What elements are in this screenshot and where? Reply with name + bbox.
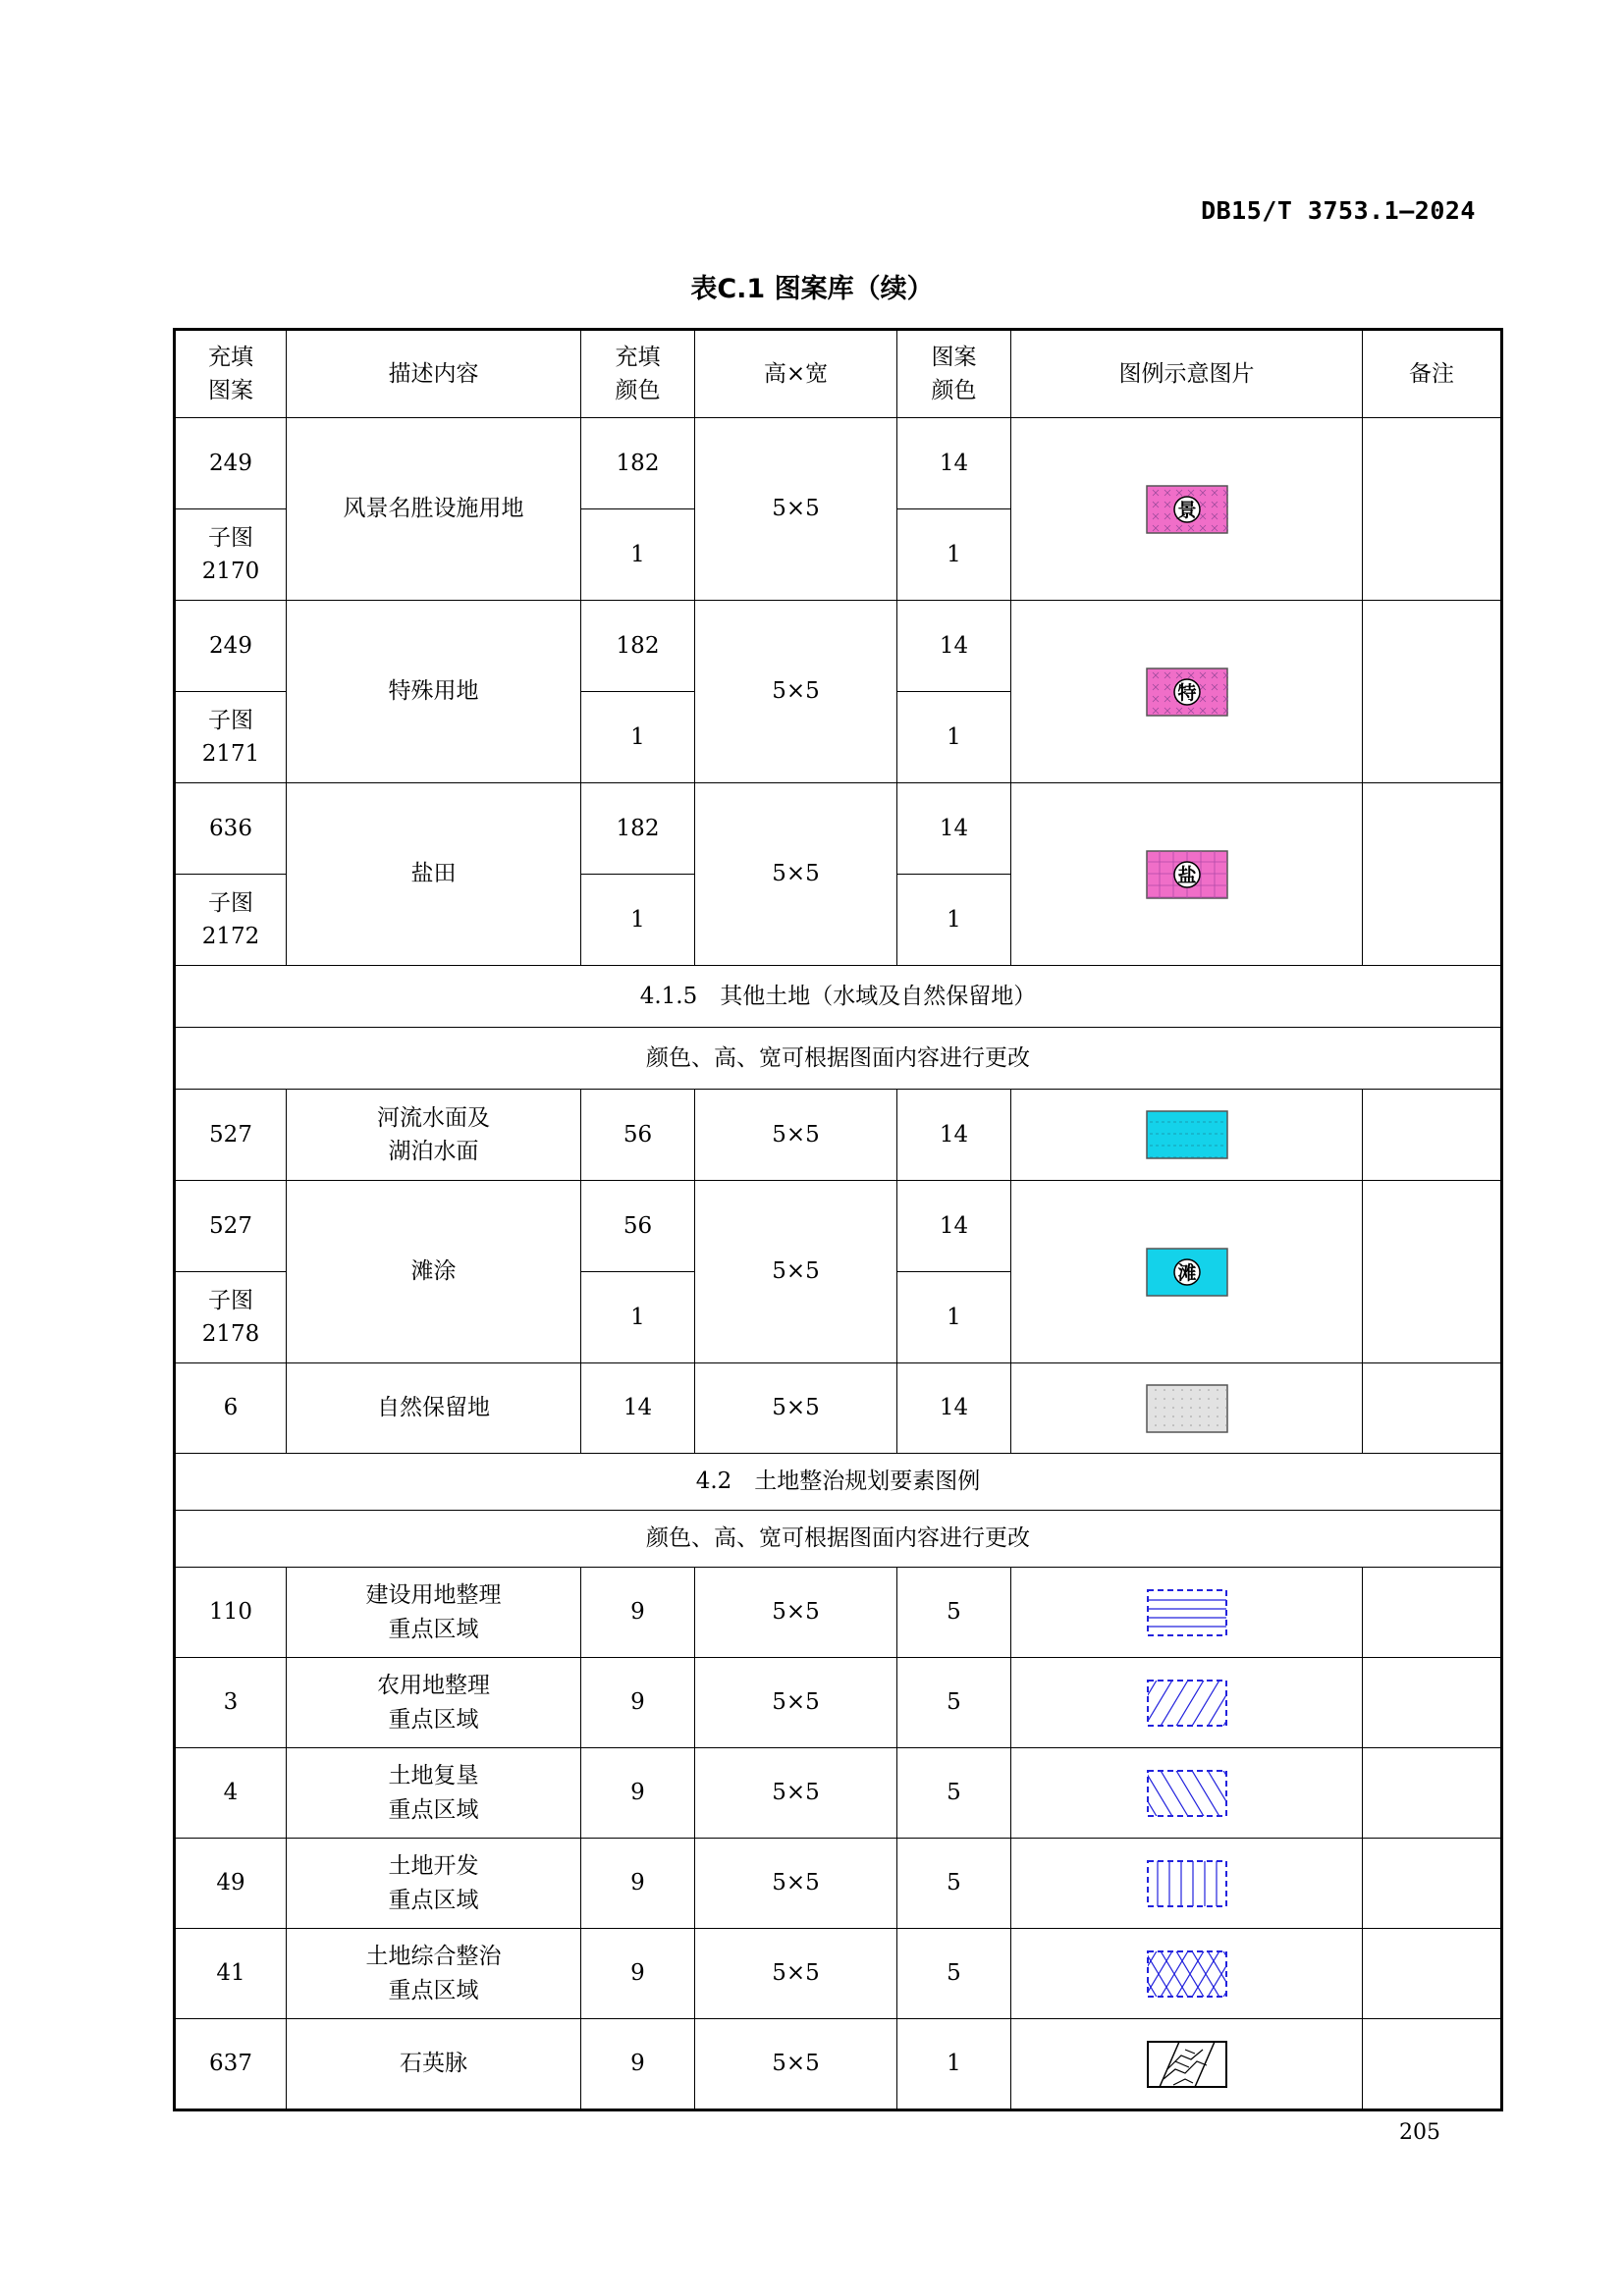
legend-horizontal-lines-icon bbox=[1146, 1588, 1228, 1637]
column-header-text: 图案 颜色 bbox=[931, 344, 977, 403]
remarks-cell bbox=[1363, 1568, 1502, 1658]
section-heading-cell-text: 4.2 土地整治规划要素图例 bbox=[695, 1468, 981, 1495]
size-cell bbox=[695, 1568, 897, 1658]
size-cell-text: 5×5 bbox=[772, 496, 820, 522]
legend-image-cell bbox=[1011, 783, 1363, 966]
description-cell-text: 土地复垦 重点区域 bbox=[388, 1763, 479, 1823]
pattern-color-cell-text: 1 bbox=[947, 2051, 961, 2077]
fill-color-cell-text: 9 bbox=[630, 1960, 645, 1987]
description-cell-text: 石英脉 bbox=[400, 2051, 467, 2077]
description-cell bbox=[287, 1181, 581, 1363]
size-cell-text: 5×5 bbox=[772, 1960, 820, 1987]
pattern-cell bbox=[175, 1181, 287, 1272]
page-number: 205 bbox=[1399, 2120, 1440, 2145]
pattern-color-cell bbox=[897, 1658, 1011, 1748]
size-cell-text: 5×5 bbox=[772, 1689, 820, 1716]
pattern-cell bbox=[175, 1363, 287, 1454]
pattern-color-cell bbox=[897, 1181, 1011, 1272]
section-row bbox=[175, 1028, 1502, 1090]
pattern-color-cell-text: 14 bbox=[939, 1121, 969, 1148]
column-header bbox=[1363, 330, 1502, 418]
fill-color-cell-text: 9 bbox=[630, 2051, 645, 2077]
size-cell bbox=[695, 418, 897, 601]
table-row bbox=[175, 601, 1502, 692]
size-cell bbox=[695, 1090, 897, 1181]
fill-color-cell-text: 1 bbox=[630, 723, 645, 750]
size-cell bbox=[695, 783, 897, 966]
fill-color-cell bbox=[581, 1181, 695, 1272]
fill-color-cell-text: 9 bbox=[630, 1870, 645, 1896]
pattern-color-cell bbox=[897, 1363, 1011, 1454]
column-header bbox=[1011, 330, 1363, 418]
document-code: DB15/T 3753.1—2024 bbox=[1201, 196, 1476, 225]
pattern-cell-text: 4 bbox=[223, 1780, 239, 1806]
column-header bbox=[581, 330, 695, 418]
description-cell-text: 风景名胜设施用地 bbox=[343, 496, 524, 522]
pattern-cell bbox=[175, 601, 287, 692]
pattern-table bbox=[173, 328, 1503, 2111]
column-header-text: 图例示意图片 bbox=[1118, 360, 1255, 387]
fill-color-cell bbox=[581, 1839, 695, 1929]
fill-color-cell bbox=[581, 1272, 695, 1363]
pattern-color-cell bbox=[897, 692, 1011, 783]
section-note-cell bbox=[175, 1028, 1502, 1090]
size-cell bbox=[695, 1658, 897, 1748]
column-header-text: 备注 bbox=[1409, 360, 1454, 387]
description-cell-text: 特殊用地 bbox=[388, 678, 479, 705]
size-cell bbox=[695, 1748, 897, 1839]
table-body bbox=[175, 330, 1502, 2110]
size-cell-text: 5×5 bbox=[772, 678, 820, 705]
section-note-cell bbox=[175, 1511, 1502, 1568]
description-cell-text: 土地综合整治 重点区域 bbox=[365, 1944, 502, 2003]
legend-x-pattern-icon bbox=[1146, 667, 1228, 717]
legend-quartz-vein-icon bbox=[1146, 2040, 1228, 2089]
pattern-cell-text: 6 bbox=[223, 1395, 239, 1421]
column-header-text: 高×宽 bbox=[763, 360, 829, 387]
legend-image-cell bbox=[1011, 1748, 1363, 1839]
pattern-color-cell bbox=[897, 1272, 1011, 1363]
table-row bbox=[175, 1181, 1502, 1272]
size-cell-text: 5×5 bbox=[772, 1870, 820, 1896]
pattern-color-cell bbox=[897, 418, 1011, 509]
table-row bbox=[175, 1568, 1502, 1658]
legend-image-cell bbox=[1011, 1363, 1363, 1454]
description-cell bbox=[287, 783, 581, 966]
pattern-color-cell bbox=[897, 1090, 1011, 1181]
legend-dash-pattern-icon bbox=[1146, 1110, 1228, 1159]
pattern-color-cell-text: 14 bbox=[939, 815, 969, 841]
size-cell-text: 5×5 bbox=[772, 1121, 820, 1148]
legend-image-cell bbox=[1011, 1181, 1363, 1363]
description-cell bbox=[287, 1568, 581, 1658]
pattern-cell-text: 249 bbox=[209, 632, 252, 659]
size-cell bbox=[695, 1839, 897, 1929]
legend-diagonal-back-icon bbox=[1146, 1769, 1228, 1818]
pattern-cell-text: 527 bbox=[209, 1121, 252, 1148]
remarks-cell bbox=[1363, 601, 1502, 783]
column-header-text: 描述内容 bbox=[388, 360, 479, 387]
size-cell-text: 5×5 bbox=[772, 2051, 820, 2077]
legend-badge-text: 滩 bbox=[1176, 1261, 1197, 1284]
section-heading-cell-text: 4.1.5 其他土地（水域及自然保留地） bbox=[639, 983, 1037, 1009]
pattern-cell bbox=[175, 692, 287, 783]
pattern-color-cell bbox=[897, 1568, 1011, 1658]
column-header bbox=[897, 330, 1011, 418]
pattern-cell-text: 49 bbox=[216, 1870, 245, 1896]
remarks-cell bbox=[1363, 1090, 1502, 1181]
size-cell-text: 5×5 bbox=[772, 1599, 820, 1626]
legend-x-pattern-icon bbox=[1146, 485, 1228, 534]
pattern-cell-text: 637 bbox=[209, 2051, 252, 2077]
pattern-color-cell-text: 5 bbox=[947, 1960, 961, 1987]
fill-color-cell bbox=[581, 1929, 695, 2019]
legend-diagonal-forward-icon bbox=[1146, 1679, 1228, 1728]
pattern-cell bbox=[175, 509, 287, 601]
table-row bbox=[175, 1090, 1502, 1181]
pattern-color-cell-text: 5 bbox=[947, 1780, 961, 1806]
section-row bbox=[175, 1454, 1502, 1511]
pattern-cell-text: 41 bbox=[216, 1960, 245, 1987]
section-note-cell-text: 颜色、高、宽可根据图面内容进行更改 bbox=[646, 1044, 1030, 1071]
remarks-cell bbox=[1363, 2019, 1502, 2110]
pattern-cell-text: 110 bbox=[209, 1599, 252, 1626]
description-cell-text: 自然保留地 bbox=[377, 1395, 490, 1421]
table-row bbox=[175, 1748, 1502, 1839]
description-cell bbox=[287, 1363, 581, 1454]
description-cell bbox=[287, 2019, 581, 2110]
fill-color-cell bbox=[581, 875, 695, 966]
remarks-cell bbox=[1363, 1929, 1502, 2019]
column-header-text: 充填 图案 bbox=[208, 344, 253, 403]
size-cell bbox=[695, 1929, 897, 2019]
column-header-text: 充填 颜色 bbox=[615, 344, 661, 403]
fill-color-cell bbox=[581, 1568, 695, 1658]
pattern-cell-text: 527 bbox=[209, 1212, 252, 1239]
pattern-color-cell-text: 5 bbox=[947, 1689, 961, 1716]
fill-color-cell bbox=[581, 1363, 695, 1454]
description-cell-text: 滩涂 bbox=[410, 1258, 457, 1285]
pattern-color-cell-text: 14 bbox=[939, 1395, 969, 1421]
pattern-color-cell-text: 14 bbox=[939, 1212, 969, 1239]
fill-color-cell bbox=[581, 418, 695, 509]
fill-color-cell-text: 9 bbox=[630, 1780, 645, 1806]
fill-color-cell bbox=[581, 783, 695, 875]
fill-color-cell bbox=[581, 1658, 695, 1748]
legend-image-cell bbox=[1011, 1929, 1363, 2019]
pattern-color-cell-text: 14 bbox=[939, 450, 969, 476]
section-row bbox=[175, 966, 1502, 1028]
table-row bbox=[175, 1839, 1502, 1929]
remarks-cell bbox=[1363, 1839, 1502, 1929]
pattern-color-cell bbox=[897, 601, 1011, 692]
legend-image-cell bbox=[1011, 601, 1363, 783]
fill-color-cell-text: 182 bbox=[616, 450, 660, 476]
size-cell-text: 5×5 bbox=[772, 1258, 820, 1285]
header-row bbox=[175, 330, 1502, 418]
pattern-color-cell-text: 1 bbox=[947, 723, 961, 750]
legend-badge-icon bbox=[1146, 1248, 1228, 1297]
section-heading-cell bbox=[175, 966, 1502, 1028]
pattern-color-cell-text: 1 bbox=[947, 541, 961, 567]
legend-image-cell bbox=[1011, 2019, 1363, 2110]
remarks-cell bbox=[1363, 418, 1502, 601]
pattern-cell bbox=[175, 1839, 287, 1929]
remarks-cell bbox=[1363, 1181, 1502, 1363]
pattern-cell bbox=[175, 1748, 287, 1839]
fill-color-cell-text: 1 bbox=[630, 541, 645, 567]
pattern-color-cell bbox=[897, 1748, 1011, 1839]
pattern-cell bbox=[175, 783, 287, 875]
remarks-cell bbox=[1363, 783, 1502, 966]
pattern-cell bbox=[175, 418, 287, 509]
pattern-color-cell-text: 5 bbox=[947, 1870, 961, 1896]
fill-color-cell-text: 56 bbox=[623, 1121, 653, 1148]
section-row bbox=[175, 1511, 1502, 1568]
description-cell-text: 盐田 bbox=[410, 861, 457, 887]
table-row bbox=[175, 1658, 1502, 1748]
fill-color-cell-text: 14 bbox=[623, 1395, 653, 1421]
size-cell bbox=[695, 1181, 897, 1363]
pattern-cell-text: 249 bbox=[209, 450, 252, 476]
column-header bbox=[695, 330, 897, 418]
size-cell bbox=[695, 1363, 897, 1454]
pattern-color-cell-text: 1 bbox=[947, 1304, 961, 1330]
table-row bbox=[175, 2019, 1502, 2110]
pattern-cell bbox=[175, 1658, 287, 1748]
remarks-cell bbox=[1363, 1748, 1502, 1839]
fill-color-cell-text: 182 bbox=[616, 815, 660, 841]
legend-badge-text: 景 bbox=[1176, 499, 1197, 521]
pattern-color-cell bbox=[897, 875, 1011, 966]
fill-color-cell-text: 9 bbox=[630, 1689, 645, 1716]
description-cell bbox=[287, 601, 581, 783]
fill-color-cell bbox=[581, 692, 695, 783]
remarks-cell bbox=[1363, 1658, 1502, 1748]
legend-image-cell bbox=[1011, 1568, 1363, 1658]
fill-color-cell bbox=[581, 2019, 695, 2110]
table-row bbox=[175, 1929, 1502, 2019]
description-cell-text: 建设用地整理 重点区域 bbox=[365, 1582, 502, 1642]
fill-color-cell-text: 56 bbox=[623, 1212, 653, 1239]
size-cell bbox=[695, 601, 897, 783]
pattern-cell-text: 子图 2178 bbox=[201, 1287, 260, 1347]
pattern-cell bbox=[175, 2019, 287, 2110]
pattern-cell-text: 子图 2170 bbox=[201, 524, 260, 584]
pattern-color-cell bbox=[897, 1839, 1011, 1929]
pattern-cell-text: 子图 2172 bbox=[201, 889, 260, 949]
size-cell-text: 5×5 bbox=[772, 1395, 820, 1421]
table-row bbox=[175, 1363, 1502, 1454]
pattern-color-cell bbox=[897, 1929, 1011, 2019]
pattern-cell bbox=[175, 875, 287, 966]
legend-image-cell bbox=[1011, 1090, 1363, 1181]
description-cell bbox=[287, 1748, 581, 1839]
fill-color-cell bbox=[581, 509, 695, 601]
remarks-cell bbox=[1363, 1363, 1502, 1454]
section-heading-cell bbox=[175, 1454, 1502, 1511]
description-cell bbox=[287, 418, 581, 601]
table-title: 表C.1 图案库（续） bbox=[690, 274, 934, 304]
legend-badge-text: 特 bbox=[1176, 681, 1197, 704]
size-cell-text: 5×5 bbox=[772, 1780, 820, 1806]
legend-dot-pattern-icon bbox=[1146, 1384, 1228, 1433]
pattern-color-cell-text: 5 bbox=[947, 1599, 961, 1626]
description-cell bbox=[287, 1090, 581, 1181]
fill-color-cell bbox=[581, 601, 695, 692]
column-header bbox=[287, 330, 581, 418]
size-cell bbox=[695, 2019, 897, 2110]
legend-image-cell bbox=[1011, 418, 1363, 601]
pattern-cell-text: 3 bbox=[223, 1689, 239, 1716]
fill-color-cell-text: 1 bbox=[630, 906, 645, 933]
description-cell bbox=[287, 1658, 581, 1748]
fill-color-cell-text: 9 bbox=[630, 1599, 645, 1626]
legend-image-cell bbox=[1011, 1839, 1363, 1929]
fill-color-cell-text: 182 bbox=[616, 632, 660, 659]
column-header bbox=[175, 330, 287, 418]
fill-color-cell-text: 1 bbox=[630, 1304, 645, 1330]
section-note-cell-text: 颜色、高、宽可根据图面内容进行更改 bbox=[646, 1525, 1030, 1552]
pattern-color-cell bbox=[897, 2019, 1011, 2110]
fill-color-cell bbox=[581, 1748, 695, 1839]
legend-grid-pattern-icon bbox=[1146, 850, 1228, 899]
pattern-color-cell bbox=[897, 783, 1011, 875]
size-cell-text: 5×5 bbox=[772, 861, 820, 887]
legend-image-cell bbox=[1011, 1658, 1363, 1748]
table-row bbox=[175, 418, 1502, 509]
description-cell bbox=[287, 1929, 581, 2019]
pattern-cell bbox=[175, 1272, 287, 1363]
description-cell bbox=[287, 1839, 581, 1929]
pattern-color-cell-text: 1 bbox=[947, 906, 961, 933]
legend-badge-text: 盐 bbox=[1176, 864, 1197, 886]
table-row bbox=[175, 783, 1502, 875]
pattern-color-cell-text: 14 bbox=[939, 632, 969, 659]
pattern-color-cell bbox=[897, 509, 1011, 601]
pattern-cell bbox=[175, 1929, 287, 2019]
description-cell-text: 土地开发 重点区域 bbox=[388, 1853, 479, 1913]
pattern-cell-text: 636 bbox=[209, 815, 252, 841]
pattern-cell-text: 子图 2171 bbox=[201, 707, 260, 767]
pattern-cell bbox=[175, 1090, 287, 1181]
legend-vertical-lines-icon bbox=[1146, 1859, 1228, 1908]
legend-crosshatch-icon bbox=[1146, 1949, 1228, 1999]
description-cell-text: 河流水面及 湖泊水面 bbox=[377, 1104, 490, 1164]
fill-color-cell bbox=[581, 1090, 695, 1181]
description-cell-text: 农用地整理 重点区域 bbox=[377, 1673, 490, 1733]
pattern-cell bbox=[175, 1568, 287, 1658]
